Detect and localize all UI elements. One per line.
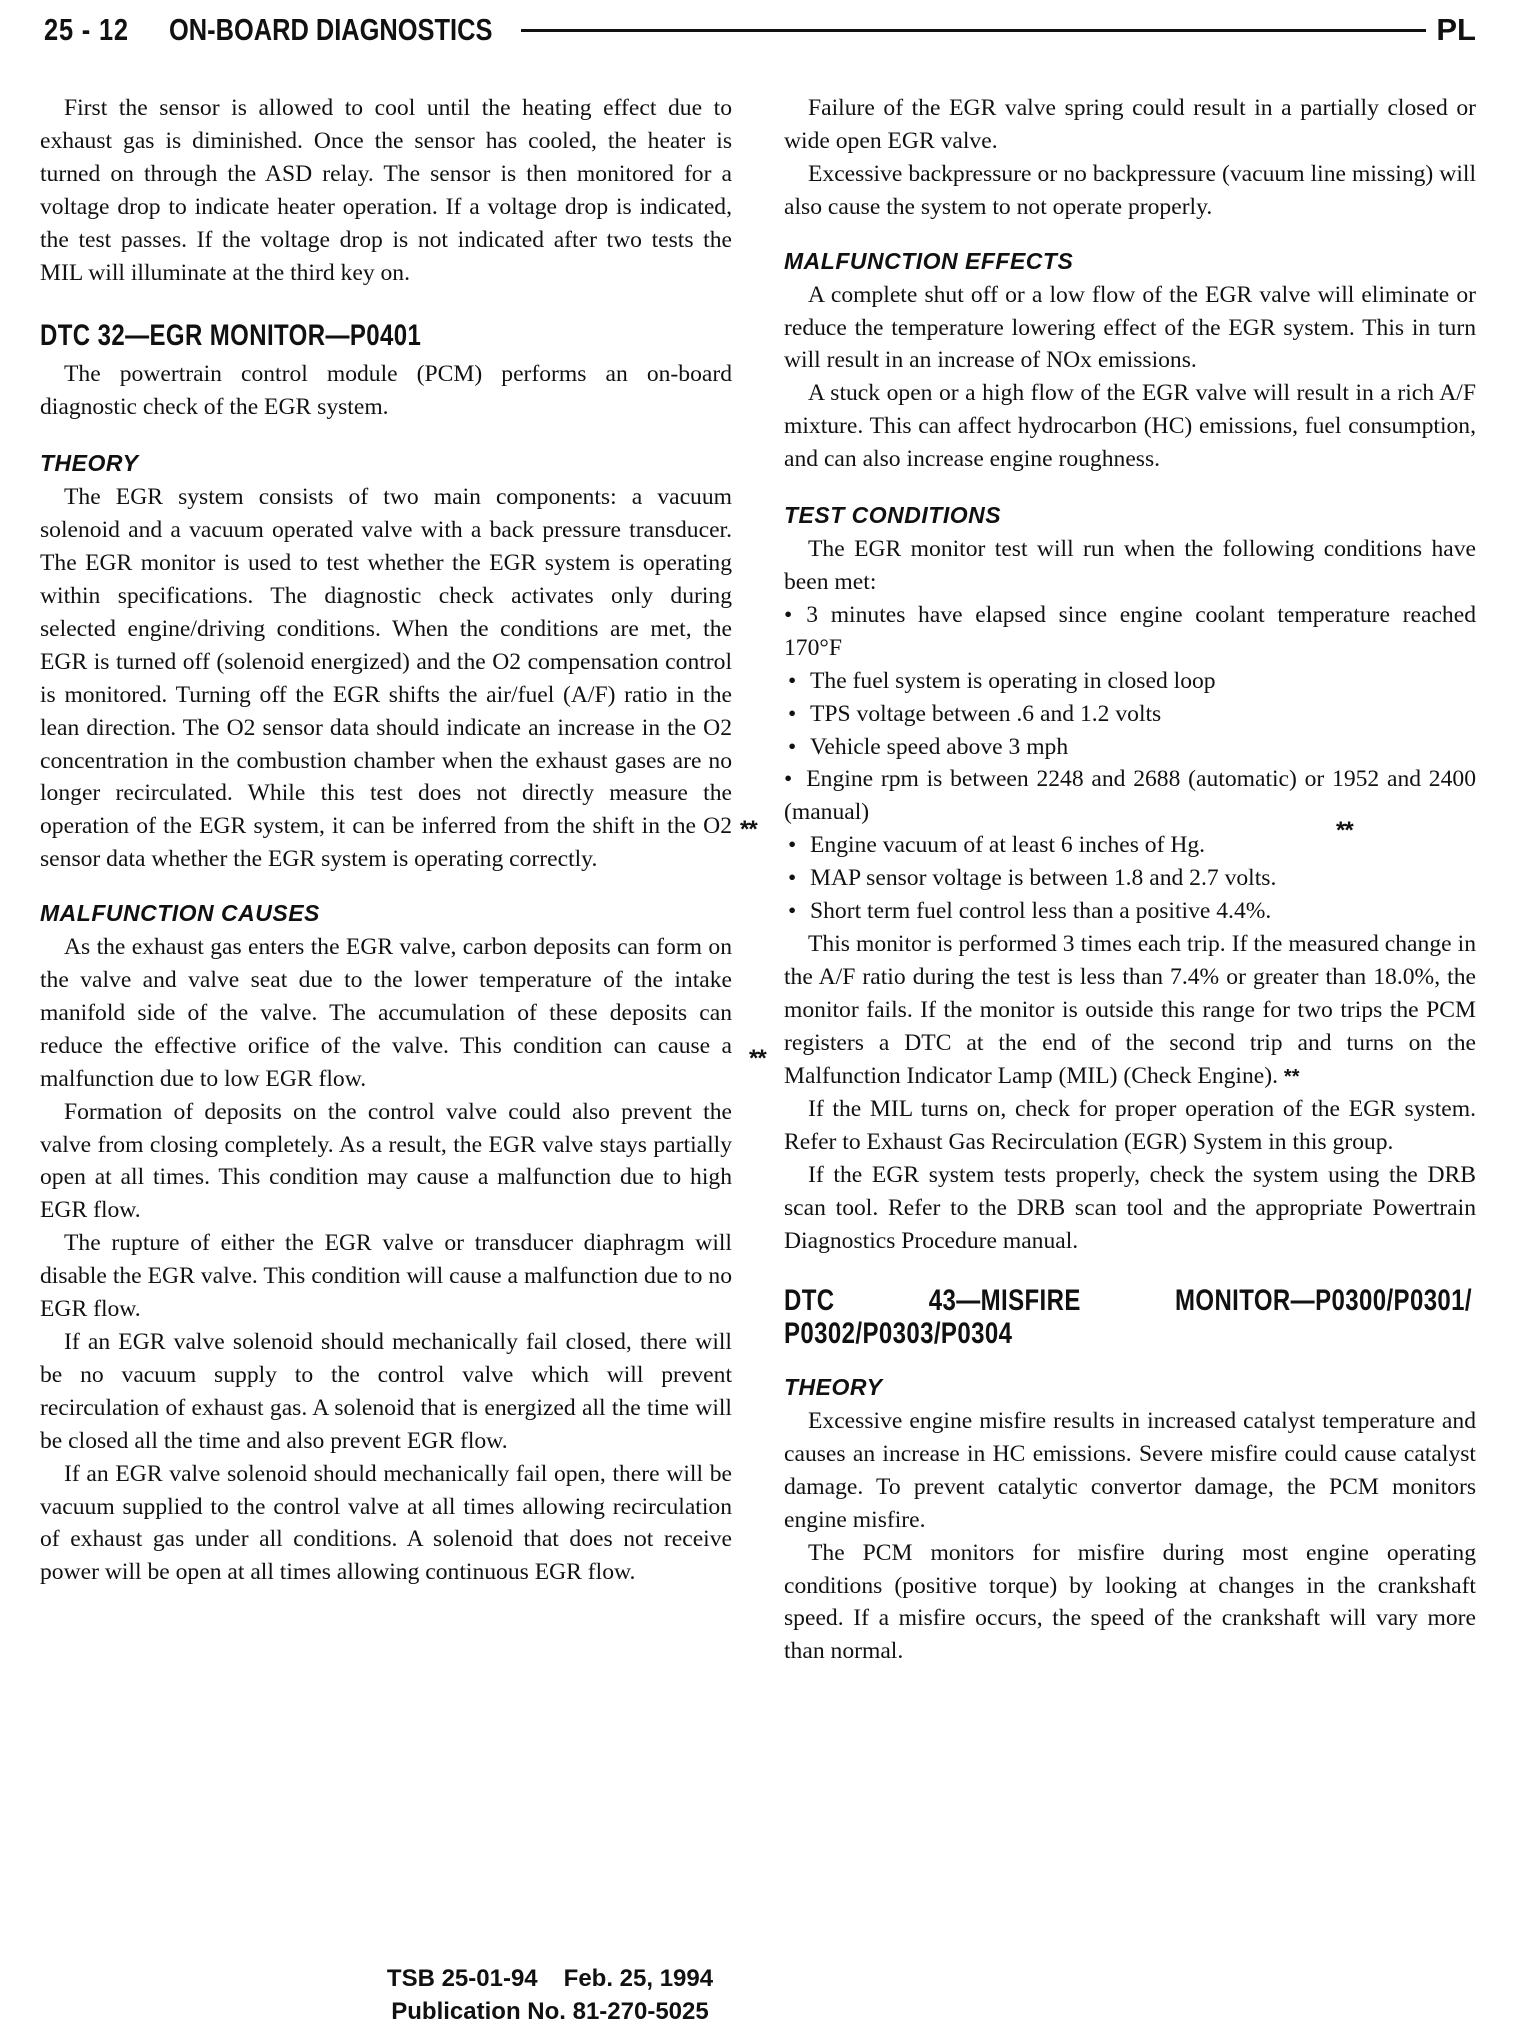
list-item: • TPS voltage between .6 and 1.2 volts	[784, 698, 1476, 731]
theory-paragraph: The EGR system consists of two main components: a vacuum solenoid and a vacuum operated valve with a back pressure transducer. The EGR monitor is used to test whether the EGR system is operating within specifications. The diagnostic check activates only during selected engine/driving conditions. When the conditions are met, the EGR is turned off (solenoid energized) and the O2 compensation control is monitored. Turning off the EGR shifts the air/fuel (A/F) ratio in the lean direction. The O2 sensor data should indicate an increase in the O2 concentration in the combustion chamber when the exhaust gases are no longer recirculated. While this test does not directly measure the operation of the EGR system, it can be inferred from the shift in the O2 sensor data whether the EGR system is operating correctly.	[40, 484, 732, 873]
test-conditions-heading: TEST CONDITIONS	[784, 502, 1002, 529]
list-item: • The fuel system is operating in closed loop	[784, 665, 1476, 698]
theory-heading: THEORY	[40, 450, 139, 477]
section-title: ON-BOARD DIAGNOSTICS	[169, 12, 493, 47]
bullet-icon: •	[788, 733, 797, 760]
monitor-paragraph: This monitor is performed 3 times each trip. If the measured change in the A/F ratio during the test is less than 7.4% or greater than 18.0%, the monitor fails. If the monitor is outside this range for two trips the PCM registers a DTC at the end of the second trip and turns on the Malfunction Indicator Lamp (MIL) (Check Engine). **	[784, 930, 1476, 1089]
effects-paragraph: A complete shut off or a low flow of the EGR valve will eliminate or reduce the temperature lowering effect of the EGR system. This in turn will result in an increase of NOx emissions.	[784, 281, 1476, 374]
spring-paragraph: Failure of the EGR valve spring could result in a partially closed or wide open EGR valve.	[784, 95, 1476, 154]
bullet-icon: •	[784, 766, 793, 793]
list-item: • Short term fuel control less than a positive 4.4%.	[784, 895, 1476, 928]
bullet-icon: •	[788, 700, 797, 727]
header-rule	[521, 29, 1426, 32]
conditions-list	[784, 599, 1476, 928]
list-item: • MAP sensor voltage is between 1.8 and 2.7 volts.	[784, 862, 1476, 895]
bullet-icon: •	[788, 667, 797, 694]
bullet-icon: •	[788, 898, 797, 925]
list-item: • 3 minutes have elapsed since engine coolant temperature reached 170°F	[784, 601, 1476, 661]
tsb-line	[340, 1962, 760, 1995]
theory2-paragraph: Excessive engine misfire results in increased catalyst temperature and causes an increase in HC emissions. Severe misfire could cause catalyst damage. To prevent catalytic convertor damage, the PCM monitors engine misfire.	[784, 1408, 1476, 1533]
dtc32-intro: The powertrain control module (PCM) performs an on-board diagnostic check of the EGR system.	[40, 361, 732, 421]
theory-heading-2: THEORY	[784, 1374, 883, 1400]
bullet-icon: •	[788, 832, 797, 859]
revision-mark: **	[740, 816, 757, 843]
mil-paragraph: If the MIL turns on, check for proper operation of the EGR system. Refer to Exhaust Gas Recirculation (EGR) System in this group.	[784, 1096, 1476, 1156]
list-item: • Engine vacuum of at least 6 inches of Hg.	[784, 829, 1476, 862]
dtc43-heading: DTC 43—MISFIRE MONITOR—P0300/P0301/ P0302/P0303/P0304	[784, 1284, 1472, 1350]
right-column	[784, 92, 1476, 1668]
conditions-intro: The EGR monitor test will run when the following conditions have been met:	[784, 536, 1476, 595]
tsb-number: TSB 25-01-94	[386, 1965, 538, 1992]
publication-number: Publication No. 81-270-5025	[391, 1998, 709, 2025]
intro-paragraph: First the sensor is allowed to cool until the heating effect due to exhaust gas is diminished. Once the sensor has cooled, the heater is turned on through the ASD relay. The sensor is then monitored for a voltage drop to indicate heater operation. If a voltage drop is indicated, the test passes. If the voltage drop is not indicated after two tests the MIL will illuminate at the third key on.	[40, 95, 732, 286]
list-item: • Engine rpm is between 2248 and 2688 (automatic) or 1952 and 2400 (manual)	[784, 766, 1476, 826]
list-item: • Vehicle speed above 3 mph	[784, 731, 1476, 764]
malfunction-causes-heading: MALFUNCTION CAUSES	[40, 900, 320, 927]
page-footer	[340, 1962, 760, 2028]
model-code: PL	[1436, 12, 1476, 47]
drb-paragraph: If the EGR system tests properly, check the system using the DRB scan tool. Refer to the DRB scan tool and the appropriate Powertrain Diagnostics Procedure manual.	[784, 1162, 1476, 1255]
revision-mark: **	[1283, 1065, 1300, 1088]
bullet-icon: •	[784, 601, 793, 628]
page-number: 25 - 12	[44, 12, 129, 47]
malfunction-effects-heading: MALFUNCTION EFFECTS	[784, 247, 1074, 274]
causes-paragraph: Formation of deposits on the control valve could also prevent the valve from closing completely. As a result, the EGR valve stays partially open at all times. This condition may cause a malfunction due to high EGR flow.	[40, 1098, 732, 1224]
causes-paragraph: If an EGR valve solenoid should mechanically fail open, there will be vacuum supplied to the control valve at all times allowing recirculation of exhaust gas under all conditions. A solenoid that does not receive power will be open at all times allowing continuous EGR flow.	[40, 1460, 732, 1586]
causes-paragraph: As the exhaust gas enters the EGR valve, carbon deposits can form on the valve and valve seat due to the lower temperature of the intake manifold side of the valve. The accumulation of these deposits can reduce the effective orifice of the valve. This condition can cause a malfunction due to low EGR flow.	[40, 934, 732, 1092]
running-header	[44, 8, 1476, 52]
revision-mark: **	[749, 1045, 766, 1072]
bullet-icon: •	[788, 865, 797, 892]
dtc32-heading: DTC 32—EGR MONITOR—P0401	[40, 319, 422, 353]
effects-paragraph: A stuck open or a high flow of the EGR valve will result in a rich A/F mixture. This can affect hydrocarbon (HC) emissions, fuel consumption, and can also increase engine roughness.	[784, 380, 1476, 473]
causes-paragraph: If an EGR valve solenoid should mechanically fail closed, there will be no vacuum supply to the control valve which will prevent recirculation of exhaust gas. A solenoid that is energized all the time will be closed all the time and also prevent EGR flow.	[40, 1329, 732, 1454]
theory2-paragraph: The PCM monitors for misfire during most engine operating conditions (positive torque) by looking at changes in the crankshaft speed. If a misfire occurs, the speed of the crankshaft will vary more than normal.	[784, 1539, 1476, 1665]
backpressure-paragraph: Excessive backpressure or no backpressure (vacuum line missing) will also cause the system to not operate properly.	[784, 160, 1476, 220]
causes-paragraph: The rupture of either the EGR valve or transducer diaphragm will disable the EGR valve. This condition will cause a malfunction due to no EGR flow.	[40, 1230, 732, 1323]
left-column	[40, 92, 732, 1589]
tsb-date: Feb. 25, 1994	[563, 1965, 714, 1992]
revision-mark: **	[1336, 817, 1353, 844]
